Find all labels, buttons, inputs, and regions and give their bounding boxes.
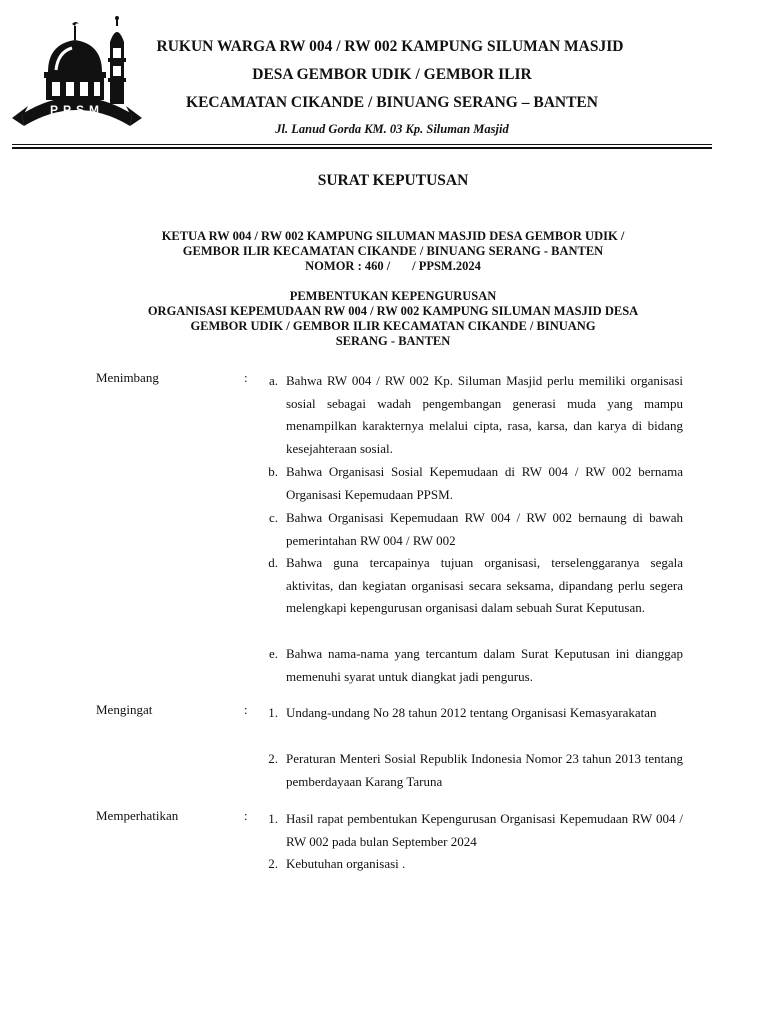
- section-colon: :: [244, 702, 248, 717]
- section-colon: :: [244, 808, 248, 823]
- logo-text: PPSM: [49, 103, 105, 117]
- item-marker: b.: [268, 464, 278, 479]
- list-item: [258, 643, 683, 688]
- item-text: Bahwa guna tercapainya tujuan organisasi, terselenggaranya segala aktivitas, dan kegiatan organisasi secara seksama, dipandang perlu segera melengkapi kepengurusan organisasi dalam sebuah Surat Keputusan.: [286, 555, 683, 616]
- letterhead-line-1: RUKUN WARGA RW 004 / RW 002 KAMPUNG SILUMAN MASJID: [156, 38, 624, 55]
- item-text: Peraturan Menteri Sosial Republik Indonesia Nomor 23 tahun 2013 tentang pemberdayaan Karang Taruna: [286, 751, 683, 789]
- item-marker: c.: [268, 510, 278, 525]
- item-text: Bahwa RW 004 / RW 002 Kp. Siluman Masjid perlu memiliki organisasi sosial sebagai wadah pengembangan generasi muda yang mampu menampilkan karakternya melalui cipta, rasa, karsa, dan karya di bidang kesejahteraan sosial.: [286, 373, 683, 456]
- section-label-mengingat: Mengingat: [96, 702, 153, 717]
- subject-line-2: ORGANISASI KEPEMUDAAN RW 004 / RW 002 KAMPUNG SILUMAN MASJID DESA: [147, 304, 639, 318]
- issuer-line-2: GEMBOR ILIR KECAMATAN CIKANDE / BINUANG SERANG - BANTEN: [182, 244, 604, 258]
- subject-line-4: SERANG - BANTEN: [335, 334, 451, 348]
- letterhead-line-2: DESA GEMBOR UDIK / GEMBOR ILIR: [252, 66, 532, 83]
- list-item: [258, 370, 683, 460]
- letterhead-address: Jl. Lanud Gorda KM. 03 Kp. Siluman Masjid: [275, 122, 509, 136]
- section-colon: :: [244, 370, 248, 385]
- section-label-menimbang: Menimbang: [96, 370, 159, 385]
- letterhead-line-3: KECAMATAN CIKANDE / BINUANG SERANG – BANTEN: [186, 94, 598, 111]
- list-item: [258, 507, 683, 552]
- item-marker: a.: [268, 373, 278, 388]
- subject-line-3: GEMBOR UDIK / GEMBOR ILIR KECAMATAN CIKANDE / BINUANG: [190, 319, 596, 333]
- list-item: [258, 808, 683, 853]
- list-item: [258, 461, 683, 506]
- letterhead-rule-thin: [12, 144, 712, 145]
- item-marker: 2.: [268, 856, 278, 871]
- section-label-memperhatikan: Memperhatikan: [96, 808, 179, 823]
- list-item: [258, 702, 683, 725]
- item-text: Bahwa nama-nama yang tercantum dalam Surat Keputusan ini dianggap memenuhi syarat untuk diangkat jadi pengurus.: [286, 646, 683, 684]
- item-marker: e.: [268, 646, 278, 661]
- item-marker: 1.: [268, 811, 278, 826]
- item-marker: 2.: [268, 751, 278, 766]
- document-title: SURAT KEPUTUSAN: [317, 172, 469, 189]
- subject-block: [90, 289, 696, 349]
- list-item: [258, 748, 683, 793]
- list-item: [258, 853, 683, 876]
- item-text: Kebutuhan organisasi .: [286, 856, 406, 871]
- item-marker: 1.: [268, 705, 278, 720]
- item-text: Undang-undang No 28 tahun 2012 tentang Organisasi Kemasyarakatan: [286, 705, 657, 720]
- issuer-line-1: KETUA RW 004 / RW 002 KAMPUNG SILUMAN MASJID DESA GEMBOR UDIK /: [161, 229, 625, 243]
- letterhead-rule-thick: [12, 147, 712, 149]
- issuer-block: [90, 229, 696, 274]
- list-item: [258, 552, 683, 620]
- subject-line-1: PEMBENTUKAN KEPENGURUSAN: [289, 289, 497, 303]
- item-text: Bahwa Organisasi Sosial Kepemudaan di RW 004 / RW 002 bernama Organisasi Kepemudaan PPSM.: [286, 464, 683, 502]
- item-marker: d.: [268, 555, 278, 570]
- item-text: Hasil rapat pembentukan Kepengurusan Organisasi Kepemudaan RW 004 / RW 002 pada bulan September 2024: [286, 811, 683, 849]
- document-number: NOMOR : 460 / / PPSM.2024: [305, 259, 481, 273]
- item-text: Bahwa Organisasi Kepemudaan RW 004 / RW 002 bernaung di bawah pemerintahan RW 004 / RW 002: [286, 510, 683, 548]
